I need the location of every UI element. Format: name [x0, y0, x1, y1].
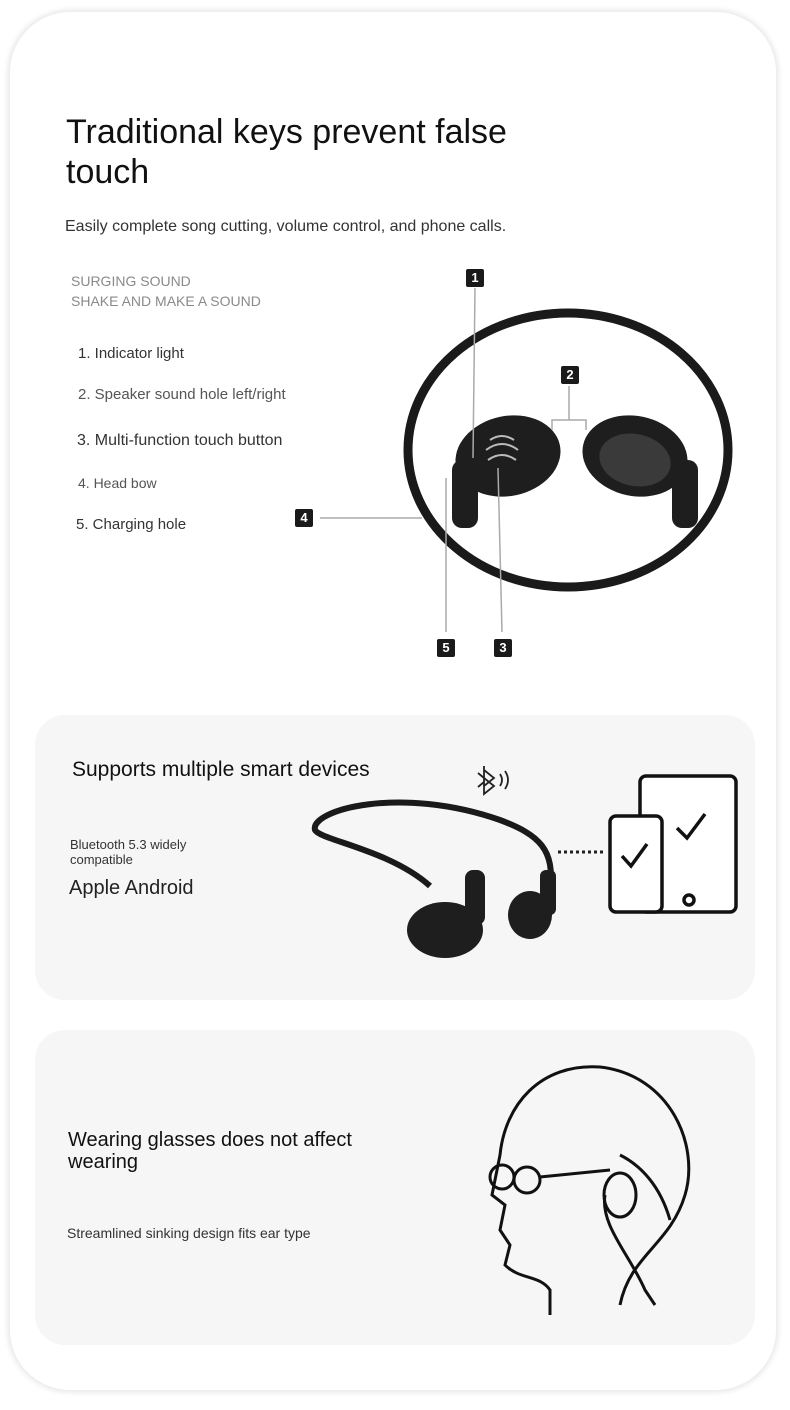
platforms-text: Apple Android — [69, 877, 194, 899]
right-earbud — [575, 406, 698, 528]
section-subtitle: Easily complete song cutting, volume control, and phone calls. — [65, 218, 507, 235]
head-with-glasses-illustration — [470, 1055, 710, 1325]
feature-item: 1. Indicator light — [78, 345, 184, 362]
left-earbud — [448, 406, 568, 528]
feature-item: 3. Multi-function touch button — [77, 432, 283, 449]
caps-line-2: SHAKE AND MAKE A SOUND — [71, 293, 261, 309]
devices-illustration — [300, 760, 750, 970]
bluetooth-icon — [478, 766, 508, 794]
feature-item: 4. Head bow — [78, 475, 157, 491]
glasses-caption: Streamlined sinking design fits ear type — [67, 1225, 311, 1241]
callout-badge-3: 3 — [494, 639, 512, 657]
caps-line-1: SURGING SOUND — [71, 273, 191, 289]
feature-item: 2. Speaker sound hole left/right — [78, 386, 286, 403]
glasses-title: Wearing glasses does not affect wearing — [68, 1129, 352, 1173]
callout-badge-5: 5 — [437, 639, 455, 657]
feature-item: 5. Charging hole — [76, 516, 187, 533]
phone-icon — [610, 816, 662, 912]
bluetooth-text: Bluetooth 5.3 widely compatible — [70, 837, 187, 867]
callout-badge-4: 4 — [295, 509, 313, 527]
callout-badge-1: 1 — [466, 269, 484, 287]
section-title: Traditional keys prevent false touch — [66, 113, 507, 191]
devices-title: Supports multiple smart devices — [72, 758, 370, 781]
callout-badge-2: 2 — [561, 366, 579, 384]
earphone-diagram — [290, 260, 750, 670]
